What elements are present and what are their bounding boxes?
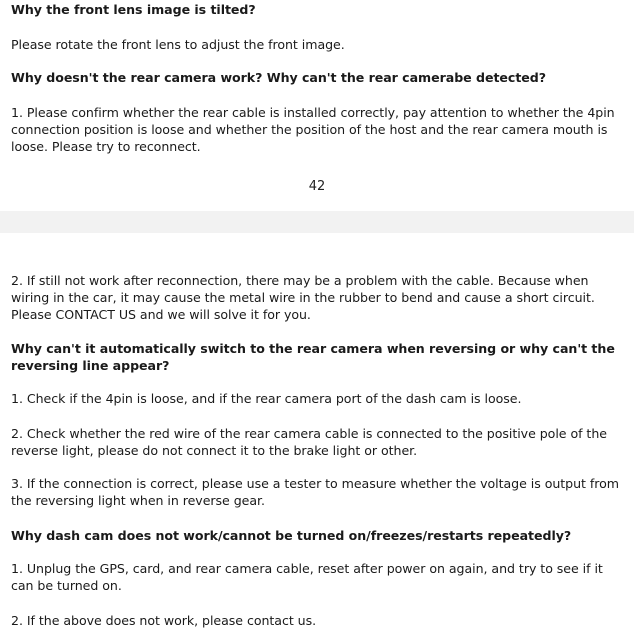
faq-question-front-lens: Why the front lens image is tilted? [11,2,256,17]
faq-question-rear-camera: Why doesn't the rear camera work? Why can't the rear camerabe detected? [11,70,547,85]
manual-page-bottom [0,233,634,630]
manual-page-top [0,0,634,211]
faq-answer-reversing-step-3: 3. If the connection is correct, please use a tester to measure whether the voltage is output from the reversing light when in reverse gear. [11,476,619,508]
faq-answer-rear-camera-step-1: 1. Please confirm whether the rear cable is installed correctly, pay attention to whether the 4pin connection position is loose and whether the position of the host and the rear camera mouth is loose. Please try to reconnect. [11,105,615,154]
faq-answer-front-lens: Please rotate the front lens to adjust the front image. [11,37,345,52]
faq-answer-rear-camera-step-2: 2. If still not work after reconnection, there may be a problem with the cable. Because when wiring in the car, it may cause the metal wire in the rubber to bend and cause a short circuit. Please CONTACT US and we will solve it for you. [11,273,595,322]
faq-answer-reversing-step-1: 1. Check if the 4pin is loose, and if the rear camera port of the dash cam is loose. [11,391,522,406]
faq-answer-reversing-step-2: 2. Check whether the red wire of the rear camera cable is connected to the positive pole of the reverse light, please do not connect it to the brake light or other. [11,426,607,458]
faq-question-dash-cam-not-working: Why dash cam does not work/cannot be turned on/freezes/restarts repeatedly? [11,528,572,543]
faq-answer-dash-cam-step-2: 2. If the above does not work, please contact us. [11,613,317,628]
page-divider [0,211,634,233]
faq-answer-dash-cam-step-1: 1. Unplug the GPS, card, and rear camera cable, reset after power on again, and try to see if it can be turned on. [11,561,603,593]
faq-question-reversing: Why can't it automatically switch to the rear camera when reversing or why can't the reversing line appear? [11,341,615,373]
page-number: 42 [308,179,326,194]
